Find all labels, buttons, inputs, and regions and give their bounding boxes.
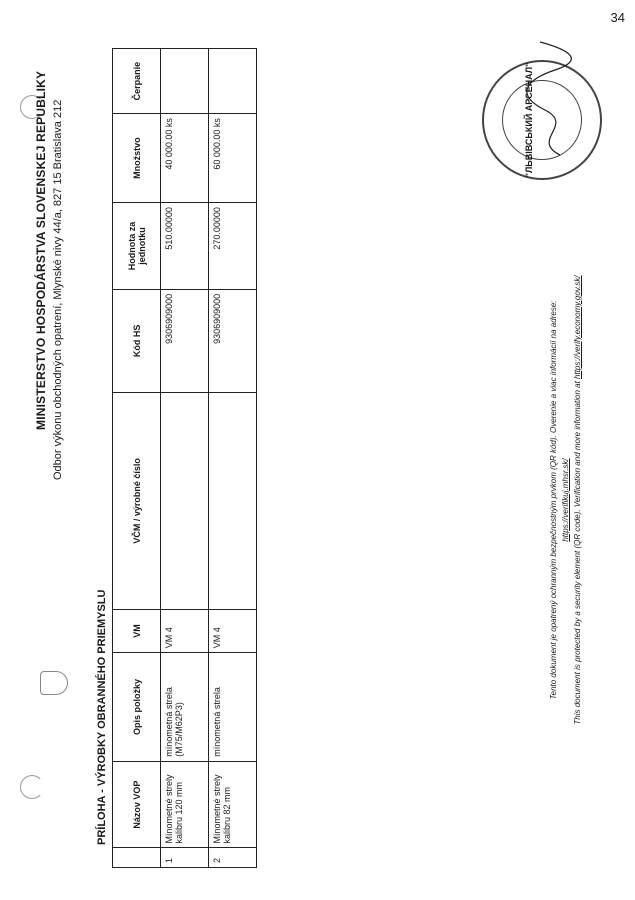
cell-usage bbox=[161, 49, 209, 114]
col-header-unit-value: Hodnota za jednotku bbox=[113, 203, 161, 290]
signature-icon bbox=[520, 40, 580, 160]
cell-hs-code: 9306909000 bbox=[209, 289, 257, 392]
footer-text-sk: Tento dokument je opatrený ochranným bezpečnostným prvkom (QR kód). Overenie a viac informácií na adrese: bbox=[549, 300, 558, 700]
col-header-index bbox=[113, 848, 161, 868]
col-header-name: Názov VOP bbox=[113, 761, 161, 848]
stamp-text: "ЛЬВІВСЬКИЙ АРСЕНАЛ" bbox=[524, 62, 534, 178]
cell-vm: VM 4 bbox=[161, 609, 209, 652]
cell-index: 2 bbox=[209, 848, 257, 868]
cell-serial bbox=[161, 392, 209, 609]
cell-unit-value: 510.00000 bbox=[161, 203, 209, 290]
cell-vm: VM 4 bbox=[209, 609, 257, 652]
cell-usage bbox=[209, 49, 257, 114]
cell-index: 1 bbox=[161, 848, 209, 868]
col-header-quantity: Množstvo bbox=[113, 114, 161, 203]
coat-of-arms-icon bbox=[40, 671, 68, 695]
cell-serial bbox=[209, 392, 257, 609]
page-number: 34 bbox=[610, 10, 625, 25]
verification-link-en[interactable]: https://verify.economy.gov.sk/ bbox=[573, 275, 582, 379]
cell-description: mínometná strela (M75/M62P3) bbox=[161, 653, 209, 761]
cell-name: Mínometné strely kalibru 82 mm bbox=[209, 761, 257, 848]
cell-unit-value: 270.00000 bbox=[209, 203, 257, 290]
cell-quantity: 60 000.00 ks bbox=[209, 114, 257, 203]
col-header-serial: VČM / výrobné číslo bbox=[113, 392, 161, 609]
table-row bbox=[209, 49, 257, 868]
table-header-row bbox=[113, 49, 161, 868]
col-header-usage: Čerpanie bbox=[113, 49, 161, 114]
cell-name: Mínometné strely kalibru 120 mm bbox=[161, 761, 209, 848]
table-row bbox=[161, 49, 209, 868]
col-header-hs-code: Kód HS bbox=[113, 289, 161, 392]
appendix-title: PRÍLOHA - VÝROBKY OBRANNÉHO PRIEMYSLU bbox=[96, 589, 108, 845]
cell-hs-code: 9306909000 bbox=[161, 289, 209, 392]
verification-link-sk[interactable]: https://verifikuj.mhsr.sk/ bbox=[561, 458, 570, 542]
ministry-address: Odbor výkonu obchodných opatrení, Mlynské nivy 44/a, 827 15 Bratislava 212 bbox=[52, 99, 64, 480]
verification-footer bbox=[548, 260, 584, 740]
col-header-vm: VM bbox=[113, 609, 161, 652]
products-table bbox=[112, 48, 257, 868]
cell-description: mínometná strela bbox=[209, 653, 257, 761]
footer-text-en: This document is protected by a security element (QR code). Verification and more information at bbox=[573, 381, 582, 725]
cell-quantity: 40 000.00 ks bbox=[161, 114, 209, 203]
col-header-description: Opis položky bbox=[113, 653, 161, 761]
ministry-name: MINISTERSTVO HOSPODÁRSTVA SLOVENSKEJ REPUBLIKY bbox=[34, 70, 48, 430]
